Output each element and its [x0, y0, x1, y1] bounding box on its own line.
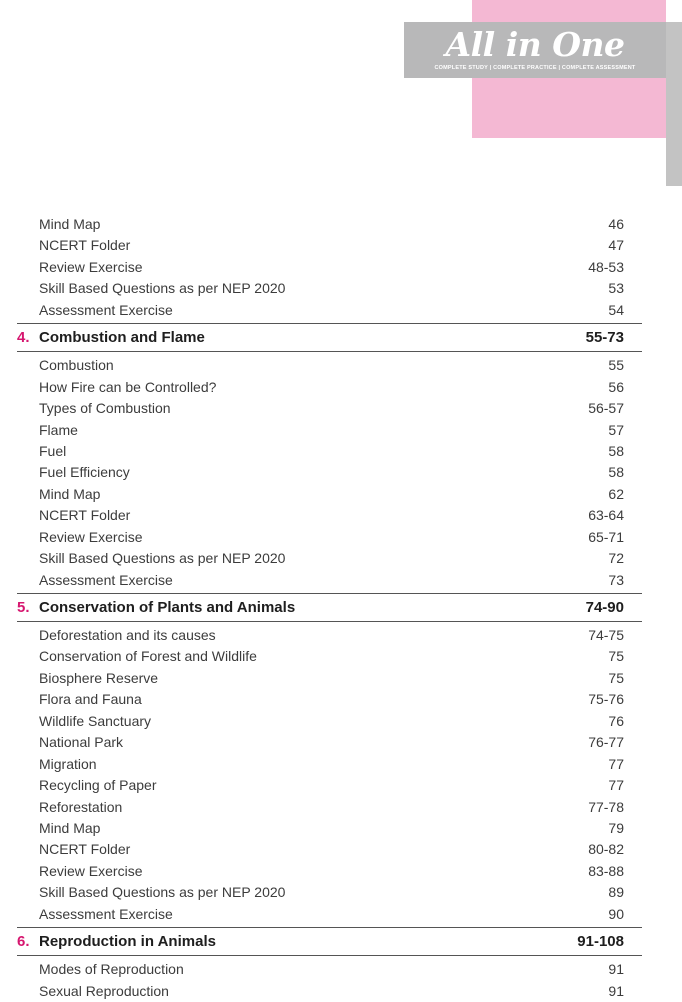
- toc-entry[interactable]: [17, 732, 642, 753]
- toc-entry[interactable]: [17, 484, 642, 505]
- toc-entry-page: 80-82: [588, 841, 624, 858]
- toc-entry[interactable]: [17, 689, 642, 710]
- toc-entry[interactable]: [17, 882, 642, 903]
- toc-entry-title: Assessment Exercise: [39, 905, 173, 922]
- logo-tagline: COMPLETE STUDY | COMPLETE PRACTICE | COMPLETE ASSESSMENT: [434, 65, 636, 71]
- toc-entry-page: 57: [608, 421, 624, 438]
- toc-entry-title: Reforestation: [39, 798, 123, 815]
- toc-entry-title: Deforestation and its causes: [39, 627, 216, 643]
- toc-entry-title: Review Exercise: [39, 862, 143, 879]
- toc-entry[interactable]: [17, 420, 642, 441]
- toc-entry-page: 53: [608, 280, 624, 297]
- toc-entry-title: Biosphere Reserve: [39, 669, 159, 686]
- toc-entry-title: Combustion: [39, 357, 114, 374]
- toc-entry[interactable]: [17, 462, 642, 483]
- brand-logo: [404, 22, 666, 78]
- toc-entry[interactable]: [17, 818, 642, 839]
- toc-entry-title: Recycling of Paper: [39, 777, 157, 794]
- toc-entry-title: Types of Combustion: [39, 400, 171, 417]
- toc-entry[interactable]: [17, 300, 642, 321]
- toc-entry[interactable]: [17, 398, 642, 419]
- toc-entry-title: NCERT Folder: [39, 237, 131, 254]
- toc-entry[interactable]: [17, 355, 642, 376]
- toc-entry-page: 56-57: [588, 400, 624, 417]
- toc-entry-title: NCERT Folder: [39, 841, 131, 858]
- table-of-contents: [17, 214, 642, 1002]
- toc-entry-title: Conservation of Forest and Wildlife: [39, 648, 257, 665]
- toc-entry[interactable]: [17, 214, 642, 235]
- toc-entry-page: 83-88: [588, 862, 624, 879]
- toc-entry-title: Mind Map: [39, 216, 101, 232]
- toc-entry-page: 72: [608, 550, 624, 567]
- toc-entry-title: Modes of Reproduction: [39, 961, 184, 978]
- toc-entry-page: 77: [608, 777, 624, 794]
- chapter-number: 6.: [17, 933, 30, 951]
- toc-entry-title: Flora and Fauna: [39, 691, 142, 708]
- toc-entry-page: 75-76: [588, 691, 624, 708]
- toc-entry-page: 91: [608, 982, 624, 999]
- toc-entry[interactable]: [17, 754, 642, 775]
- toc-entry-title: Flame: [39, 421, 78, 438]
- toc-entry-title: Fuel: [39, 442, 67, 459]
- toc-entry-page: 73: [608, 571, 624, 588]
- chapter-heading[interactable]: [17, 323, 642, 352]
- gray-side-bar: [666, 22, 682, 186]
- toc-entry-title: Review Exercise: [39, 258, 143, 275]
- toc-entry-page: 89: [608, 884, 624, 901]
- toc-entry[interactable]: [17, 570, 642, 591]
- toc-entry-page: 74-75: [588, 627, 624, 643]
- chapter-title: Combustion and Flame: [39, 329, 205, 347]
- toc-entry-page: 77: [608, 755, 624, 772]
- toc-entry[interactable]: [17, 278, 642, 299]
- toc-entry-page: 76: [608, 712, 624, 729]
- toc-entry[interactable]: [17, 797, 642, 818]
- toc-entry-page: 79: [608, 819, 624, 836]
- toc-entry[interactable]: [17, 377, 642, 398]
- toc-entry[interactable]: [17, 441, 642, 462]
- toc-entry[interactable]: [17, 527, 642, 548]
- toc-entry[interactable]: [17, 646, 642, 667]
- toc-entry-title: How Fire can be Controlled?: [39, 378, 217, 395]
- toc-entry-page: 62: [608, 485, 624, 502]
- toc-entry[interactable]: [17, 981, 642, 1002]
- toc-entry-page: 75: [608, 669, 624, 686]
- toc-entry-title: Migration: [39, 755, 97, 772]
- toc-entry[interactable]: [17, 711, 642, 732]
- toc-entry-page: 75: [608, 648, 624, 665]
- toc-entry-title: Assessment Exercise: [39, 301, 173, 318]
- toc-entry-title: Fuel Efficiency: [39, 464, 130, 481]
- toc-entry[interactable]: [17, 775, 642, 796]
- toc-entry-page: 90: [608, 905, 624, 922]
- toc-entry-page: 47: [608, 237, 624, 254]
- toc-entry-title: Mind Map: [39, 485, 101, 502]
- toc-entry[interactable]: [17, 959, 642, 980]
- toc-entry-page: 58: [608, 442, 624, 459]
- chapter-heading[interactable]: [17, 927, 642, 956]
- toc-entry-page: 48-53: [588, 258, 624, 275]
- toc-entry-page: 46: [608, 216, 624, 232]
- toc-entry-title: Wildlife Sanctuary: [39, 712, 152, 729]
- toc-entry[interactable]: [17, 839, 642, 860]
- toc-entry-title: Review Exercise: [39, 528, 143, 545]
- toc-entry-page: 91: [608, 961, 624, 978]
- chapter-title: Conservation of Plants and Animals: [39, 599, 296, 616]
- toc-entry-title: Assessment Exercise: [39, 571, 173, 588]
- toc-entry-title: National Park: [39, 734, 124, 751]
- chapter-pages: 74-90: [585, 599, 624, 616]
- toc-entry-title: Skill Based Questions as per NEP 2020: [39, 280, 286, 297]
- toc-entry[interactable]: [17, 505, 642, 526]
- toc-entry[interactable]: [17, 904, 642, 925]
- chapter-pages: 55-73: [585, 329, 624, 347]
- toc-entry-page: 65-71: [588, 528, 624, 545]
- toc-entry-title: Skill Based Questions as per NEP 2020: [39, 884, 286, 901]
- toc-entry-page: 63-64: [588, 507, 624, 524]
- logo-text: All in One: [445, 25, 625, 64]
- toc-entry-page: 77-78: [588, 798, 624, 815]
- toc-entry[interactable]: [17, 668, 642, 689]
- toc-entry-page: 58: [608, 464, 624, 481]
- toc-entry-page: 56: [608, 378, 624, 395]
- toc-entry-page: 54: [608, 301, 624, 318]
- toc-entry[interactable]: [17, 625, 642, 646]
- toc-entry-title: NCERT Folder: [39, 507, 131, 524]
- chapter-title: Reproduction in Animals: [39, 933, 216, 951]
- toc-entry-title: Mind Map: [39, 819, 101, 836]
- chapter-pages: 91-108: [577, 933, 624, 951]
- chapter-number: 4.: [17, 329, 30, 347]
- toc-entry[interactable]: [17, 548, 642, 569]
- toc-entry[interactable]: [17, 235, 642, 256]
- toc-entry-title: Sexual Reproduction: [39, 982, 169, 999]
- toc-entry[interactable]: [17, 861, 642, 882]
- toc-entry-title: Skill Based Questions as per NEP 2020: [39, 550, 286, 567]
- toc-entry-page: 76-77: [588, 734, 624, 751]
- toc-entry-page: 55: [608, 357, 624, 374]
- toc-entry[interactable]: [17, 257, 642, 278]
- chapter-heading[interactable]: [17, 593, 642, 622]
- chapter-number: 5.: [17, 599, 30, 616]
